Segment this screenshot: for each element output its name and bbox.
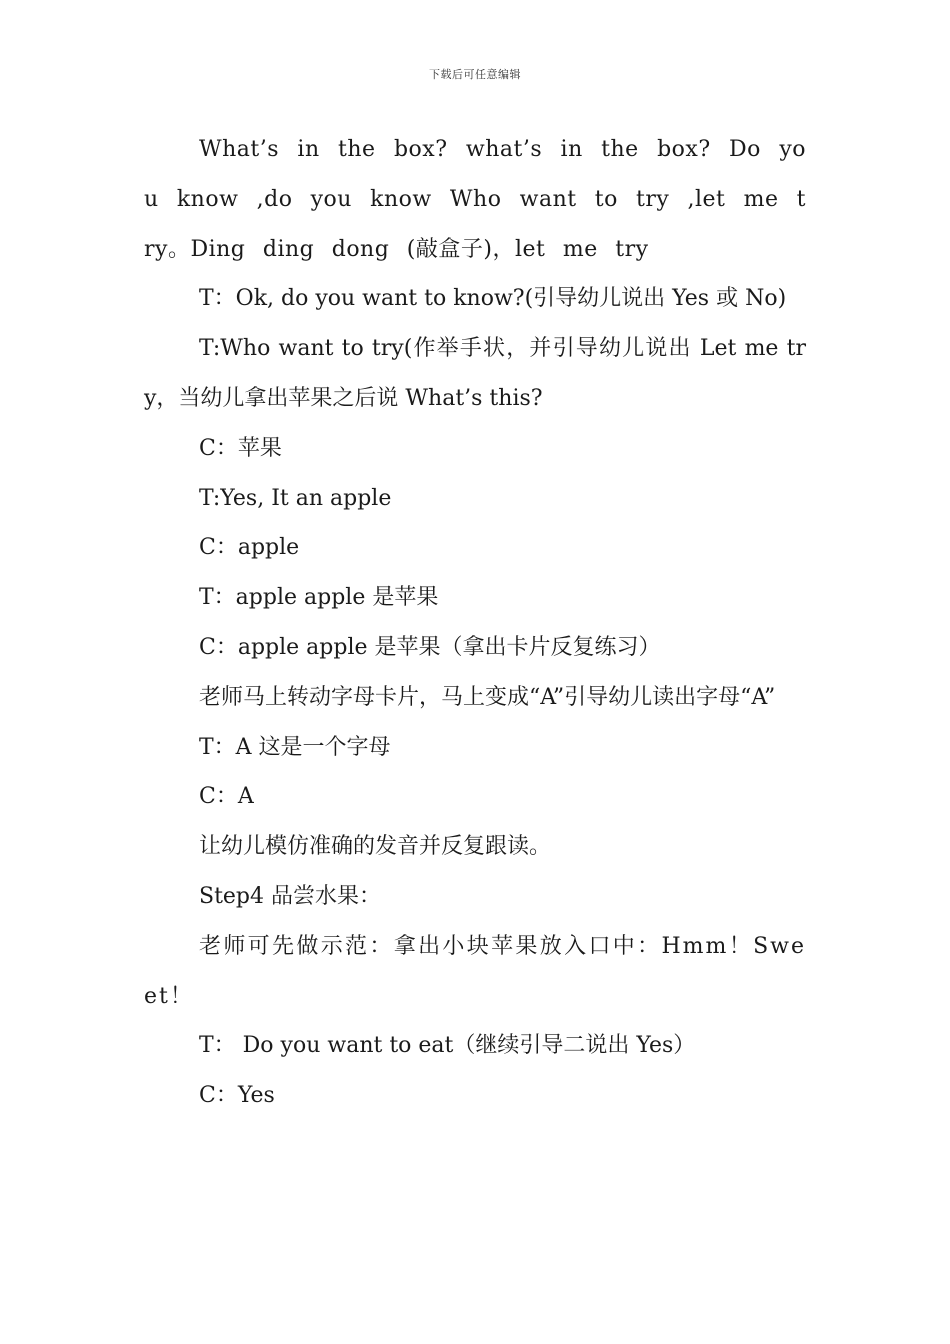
paragraph-child-yes: C：Yes xyxy=(199,1083,275,1109)
paragraph-box-chant: What’s in the box? what’s in the box? Do you know ,do you know Who want to try ,let me try。Ding ding dong (敲盒子)，let me try xyxy=(144,137,806,262)
paragraph-step4-heading: Step4 品尝水果： xyxy=(199,883,382,909)
document-body xyxy=(144,125,806,1121)
paragraph-teacher-its-an-apple: T:Yes, It an apple xyxy=(199,485,392,511)
paragraph-teacher-apple-is-apple: T：apple apple 是苹果 xyxy=(199,585,439,611)
paragraph-child-card-practice: C：apple apple 是苹果（拿出卡片反复练习） xyxy=(199,634,661,660)
paragraph-who-want-to-try: T:Who want to try(作举手状，并引导幼儿说出 Let me try，当幼儿拿出苹果之后说 What’s this? xyxy=(144,336,806,411)
paragraph-imitate-pronunciation: 让幼儿模仿准确的发音并反复跟读。 xyxy=(199,834,552,860)
paragraph-child-apple: C：apple xyxy=(199,535,300,561)
page-header: 下载后可任意编辑 xyxy=(429,68,521,81)
paragraph-teacher-letter-a: T：A 这是一个字母 xyxy=(199,734,391,760)
paragraph-letter-card: 老师马上转动字母卡片，马上变成“A”引导幼儿读出字母“A” xyxy=(199,684,776,710)
paragraph-child-apple-chinese: C：苹果 xyxy=(199,435,282,461)
paragraph-do-you-want-to-know: T：Ok, do you want to know?(引导幼儿说出 Yes 或 No) xyxy=(199,286,787,312)
paragraph-child-a: C：A xyxy=(199,784,254,810)
paragraph-teacher-demo: 老师可先做示范：拿出小块苹果放入口中：Hmm！Sweet！ xyxy=(144,933,806,1009)
paragraph-teacher-want-to-eat: T： Do you want to eat（继续引导二说出 Yes） xyxy=(199,1033,696,1059)
